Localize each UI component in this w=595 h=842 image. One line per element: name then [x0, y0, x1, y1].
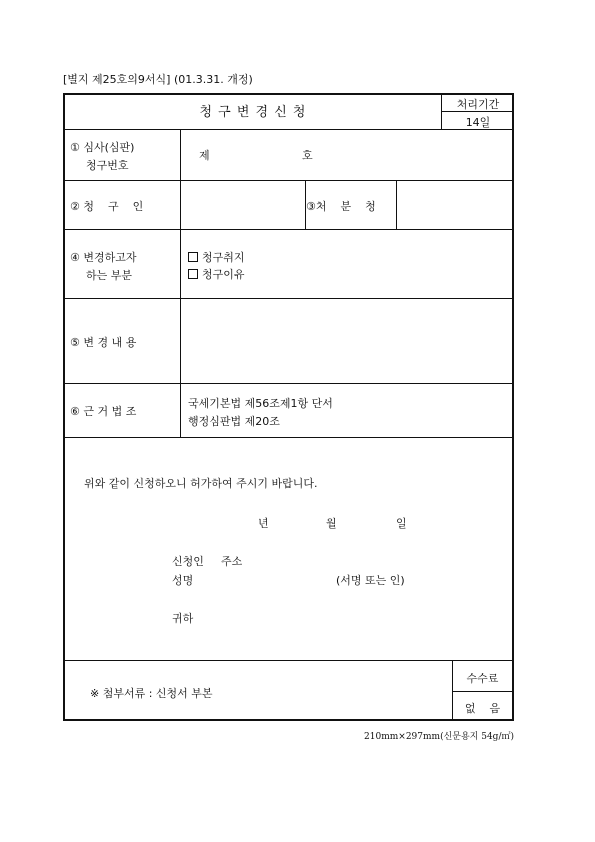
change-content-label: ⑤ 변 경 내 용	[70, 336, 137, 349]
claim-number-prefix: 제	[199, 149, 210, 162]
disposition-office-label: ③처 분 청	[306, 200, 376, 213]
legal-basis-line1: 국세기본법 제56조제1항 단서	[188, 397, 333, 410]
fee-value: 없 음	[464, 702, 501, 715]
legal-basis-line2: 행정심판법 제20조	[188, 415, 280, 428]
claim-number-suffix: 호	[302, 149, 313, 162]
request-statement: 위와 같이 신청하오니 허가하여 주시기 바랍니다.	[84, 477, 318, 490]
attachment-note: ※ 첨부서류 : 신청서 부본	[90, 687, 213, 700]
date-year: 년	[258, 517, 269, 530]
fee-label: 수수료	[466, 672, 499, 685]
claim-number-label-line1: ① 심사(심판)	[70, 141, 135, 154]
form-number-note: [별지 제25호의9서식] (01.3.31. 개정)	[63, 73, 253, 86]
paper-spec-note: 210mm×297mm(신문용지 54g/㎡)	[364, 732, 514, 742]
name-label: 성명	[172, 574, 194, 587]
applicant-label: 신청인	[172, 555, 204, 568]
form-title: 청 구 변 경 신 청	[199, 105, 307, 120]
date-day: 일	[396, 517, 407, 530]
change-part-label-line2: 하는 부분	[86, 269, 133, 282]
processing-period-label: 처리기간	[456, 98, 500, 111]
option-claim-purpose[interactable]: 청구취지	[188, 249, 245, 265]
address-label: 주소	[221, 555, 243, 568]
checkbox-claim-reason[interactable]	[188, 269, 198, 279]
checkbox-claim-purpose[interactable]	[188, 252, 198, 262]
legal-basis-label: ⑥ 근 거 법 조	[70, 405, 137, 418]
claim-number-label-line2: 청구번호	[86, 159, 129, 172]
change-part-label-line1: ④ 변경하고자	[70, 251, 137, 264]
date-month: 월	[326, 517, 337, 530]
option-claim-reason[interactable]: 청구이유	[188, 266, 245, 282]
recipient-label: 귀하	[172, 612, 194, 625]
signature-label: (서명 또는 인)	[336, 574, 405, 587]
claimant-label: ② 청 구 인	[70, 200, 144, 213]
processing-period-value: 14일	[465, 116, 491, 129]
